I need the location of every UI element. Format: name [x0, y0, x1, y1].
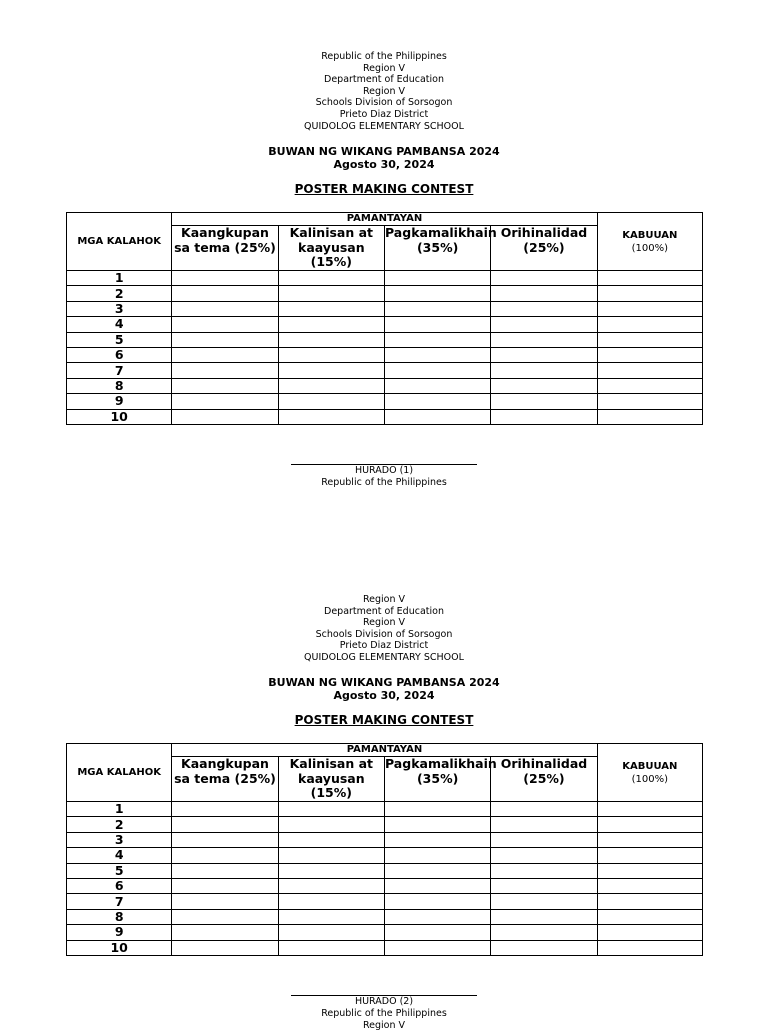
criterion-header: Kalinisan at kaayusan (15%) [278, 226, 384, 271]
table-row [67, 894, 703, 909]
header-line: QUIDOLOG ELEMENTARY SCHOOL [304, 651, 464, 663]
score-cell[interactable] [172, 878, 278, 893]
criterion-header: Orihinalidad (25%) [491, 757, 597, 802]
event-title: BUWAN NG WIKANG PAMBANSA 2024 [268, 145, 500, 158]
table-row [67, 863, 703, 878]
header-line: Prieto Diaz District [339, 640, 429, 652]
table-row [67, 378, 703, 393]
entrant-number: 6 [67, 878, 172, 893]
entrant-number: 3 [67, 832, 172, 847]
score-cell[interactable] [278, 925, 384, 940]
total-cell[interactable] [597, 332, 702, 347]
entrants-header: MGA KALAHOK [67, 213, 172, 271]
score-cell[interactable] [278, 848, 384, 863]
score-cell[interactable] [384, 409, 490, 424]
signature-block [0, 465, 768, 489]
header-line: Schools Division of Sorsogon [315, 97, 453, 109]
score-cell[interactable] [172, 394, 278, 409]
header-line: Region V [362, 594, 406, 605]
entrant-number: 2 [67, 817, 172, 832]
total-header [597, 213, 702, 271]
score-cell[interactable] [278, 802, 384, 817]
entrant-number: 6 [67, 347, 172, 362]
table-row [67, 940, 703, 955]
header-line: Region V [362, 617, 406, 629]
score-cell[interactable] [491, 347, 597, 362]
total-cell[interactable] [597, 817, 702, 832]
score-cell[interactable] [491, 894, 597, 909]
total-cell[interactable] [597, 863, 702, 878]
entrant-number: 4 [67, 848, 172, 863]
total-cell[interactable] [597, 409, 702, 424]
score-cell[interactable] [172, 378, 278, 393]
score-cell[interactable] [384, 832, 490, 847]
score-cell[interactable] [491, 286, 597, 301]
criterion-header: Kalinisan at kaayusan (15%) [278, 757, 384, 802]
total-header [597, 744, 702, 802]
score-cell[interactable] [172, 332, 278, 347]
score-cell[interactable] [172, 894, 278, 909]
score-cell[interactable] [384, 347, 490, 362]
score-cell[interactable] [278, 301, 384, 316]
contest-title: POSTER MAKING CONTEST [294, 182, 474, 196]
score-cell[interactable] [384, 909, 490, 924]
table-row [67, 394, 703, 409]
score-cell[interactable] [491, 817, 597, 832]
table-row [67, 363, 703, 378]
score-cell[interactable] [384, 925, 490, 940]
score-cell[interactable] [278, 817, 384, 832]
footer-line: Republic of the Philippines [321, 477, 447, 488]
score-cell[interactable] [278, 347, 384, 362]
score-cell[interactable] [172, 286, 278, 301]
entrant-number: 10 [67, 409, 172, 424]
score-cell[interactable] [278, 894, 384, 909]
header-line: Region V [362, 85, 406, 97]
judge-label: HURADO (2) [354, 996, 414, 1007]
table-row [67, 332, 703, 347]
score-cell[interactable] [491, 802, 597, 817]
criteria-group-header: PAMANTAYAN [172, 744, 597, 757]
score-cell[interactable] [491, 363, 597, 378]
table-row [67, 878, 703, 893]
header-line: Republic of the Philippines [321, 51, 447, 62]
contest-title: POSTER MAKING CONTEST [294, 713, 474, 727]
score-cell[interactable] [172, 817, 278, 832]
score-cell[interactable] [172, 363, 278, 378]
score-cell[interactable] [384, 394, 490, 409]
footer-line: Republic of the Philippines [321, 1008, 447, 1019]
total-cell[interactable] [597, 925, 702, 940]
total-cell[interactable] [597, 394, 702, 409]
entrants-header: MGA KALAHOK [67, 744, 172, 802]
score-cell[interactable] [172, 347, 278, 362]
entrant-number: 4 [67, 317, 172, 332]
score-cell[interactable] [278, 878, 384, 893]
score-cell[interactable] [278, 286, 384, 301]
criterion-header: Kaangkupan sa tema (25%) [172, 226, 278, 271]
total-cell[interactable] [597, 878, 702, 893]
entrant-number: 10 [67, 940, 172, 955]
entrant-number: 9 [67, 925, 172, 940]
total-label: KABUUAN [622, 229, 678, 241]
table-row [67, 817, 703, 832]
score-table [66, 743, 703, 956]
score-table [66, 212, 703, 425]
table-row [67, 832, 703, 847]
criterion-header: Kaangkupan sa tema (25%) [172, 757, 278, 802]
score-cell[interactable] [278, 378, 384, 393]
event-block [0, 676, 768, 702]
table-row [67, 802, 703, 817]
total-cell[interactable] [597, 363, 702, 378]
total-cell[interactable] [597, 802, 702, 817]
score-cell[interactable] [491, 378, 597, 393]
criterion-header: Pagkamalikhain (35%) [384, 226, 490, 271]
score-cell[interactable] [278, 832, 384, 847]
total-percent: (100%) [631, 773, 669, 785]
score-cell[interactable] [491, 878, 597, 893]
score-cell[interactable] [172, 271, 278, 286]
score-cell[interactable] [491, 409, 597, 424]
score-cell[interactable] [172, 301, 278, 316]
score-cell[interactable] [491, 940, 597, 955]
total-cell[interactable] [597, 378, 702, 393]
header-line: Prieto Diaz District [339, 108, 429, 120]
header-line: Region V [362, 62, 406, 74]
total-cell[interactable] [597, 317, 702, 332]
entrant-number: 2 [67, 286, 172, 301]
total-cell[interactable] [597, 271, 702, 286]
table-row [67, 347, 703, 362]
criterion-header: Pagkamalikhain (35%) [384, 757, 490, 802]
event-date: Agosto 30, 2024 [333, 158, 435, 171]
score-cell[interactable] [384, 894, 490, 909]
score-cell[interactable] [172, 940, 278, 955]
header-line: Department of Education [324, 605, 444, 617]
score-cell[interactable] [278, 940, 384, 955]
score-cell[interactable] [278, 363, 384, 378]
entrant-number: 8 [67, 909, 172, 924]
score-cell[interactable] [384, 802, 490, 817]
score-cell[interactable] [278, 863, 384, 878]
score-cell[interactable] [172, 925, 278, 940]
score-cell[interactable] [491, 832, 597, 847]
score-cell[interactable] [278, 332, 384, 347]
total-percent: (100%) [631, 242, 669, 254]
entrant-number: 1 [67, 271, 172, 286]
total-cell[interactable] [597, 832, 702, 847]
school-header [0, 594, 768, 664]
score-cell[interactable] [172, 409, 278, 424]
score-cell[interactable] [384, 363, 490, 378]
criterion-header: Orihinalidad (25%) [491, 226, 597, 271]
table-row [67, 271, 703, 286]
score-cell[interactable] [384, 848, 490, 863]
score-cell[interactable] [384, 301, 490, 316]
score-cell[interactable] [384, 317, 490, 332]
header-line: QUIDOLOG ELEMENTARY SCHOOL [304, 120, 464, 132]
entrant-number: 7 [67, 363, 172, 378]
total-cell[interactable] [597, 909, 702, 924]
score-cell[interactable] [491, 863, 597, 878]
score-cell[interactable] [172, 863, 278, 878]
table-row [67, 925, 703, 940]
score-cell[interactable] [172, 832, 278, 847]
header-line: Department of Education [324, 74, 444, 86]
score-cell[interactable] [278, 909, 384, 924]
total-cell[interactable] [597, 848, 702, 863]
score-cell[interactable] [384, 878, 490, 893]
score-cell[interactable] [384, 940, 490, 955]
table-row [67, 409, 703, 424]
judge-label: HURADO (1) [354, 465, 414, 476]
score-cell[interactable] [384, 378, 490, 393]
total-cell[interactable] [597, 940, 702, 955]
score-cell[interactable] [491, 925, 597, 940]
event-title: BUWAN NG WIKANG PAMBANSA 2024 [268, 676, 500, 689]
score-cell[interactable] [491, 301, 597, 316]
score-cell[interactable] [172, 802, 278, 817]
score-cell[interactable] [172, 848, 278, 863]
score-cell[interactable] [278, 271, 384, 286]
event-block [0, 145, 768, 171]
signature-block [0, 996, 768, 1032]
entrant-number: 1 [67, 802, 172, 817]
score-cell[interactable] [384, 817, 490, 832]
table-row [67, 909, 703, 924]
score-cell[interactable] [491, 271, 597, 286]
score-cell[interactable] [172, 909, 278, 924]
total-label: KABUUAN [622, 760, 678, 772]
score-cell[interactable] [491, 394, 597, 409]
score-cell[interactable] [278, 394, 384, 409]
score-cell[interactable] [172, 317, 278, 332]
school-header [0, 51, 768, 132]
event-date: Agosto 30, 2024 [333, 689, 435, 702]
table-row [67, 301, 703, 316]
score-cell[interactable] [384, 286, 490, 301]
score-cell[interactable] [278, 317, 384, 332]
table-row [67, 317, 703, 332]
score-cell[interactable] [278, 409, 384, 424]
total-cell[interactable] [597, 301, 702, 316]
entrant-number: 5 [67, 332, 172, 347]
entrant-number: 9 [67, 394, 172, 409]
entrant-number: 8 [67, 378, 172, 393]
table-row [67, 286, 703, 301]
score-cell[interactable] [491, 332, 597, 347]
score-cell[interactable] [491, 909, 597, 924]
footer-line: Region V [362, 1020, 406, 1031]
score-cell[interactable] [384, 863, 490, 878]
total-cell[interactable] [597, 894, 702, 909]
score-cell[interactable] [491, 848, 597, 863]
score-cell[interactable] [384, 271, 490, 286]
table-row [67, 848, 703, 863]
entrant-number: 5 [67, 863, 172, 878]
criteria-group-header: PAMANTAYAN [172, 213, 597, 226]
total-cell[interactable] [597, 286, 702, 301]
header-line: Schools Division of Sorsogon [315, 628, 453, 640]
total-cell[interactable] [597, 347, 702, 362]
score-cell[interactable] [384, 332, 490, 347]
entrant-number: 3 [67, 301, 172, 316]
score-cell[interactable] [491, 317, 597, 332]
entrant-number: 7 [67, 894, 172, 909]
